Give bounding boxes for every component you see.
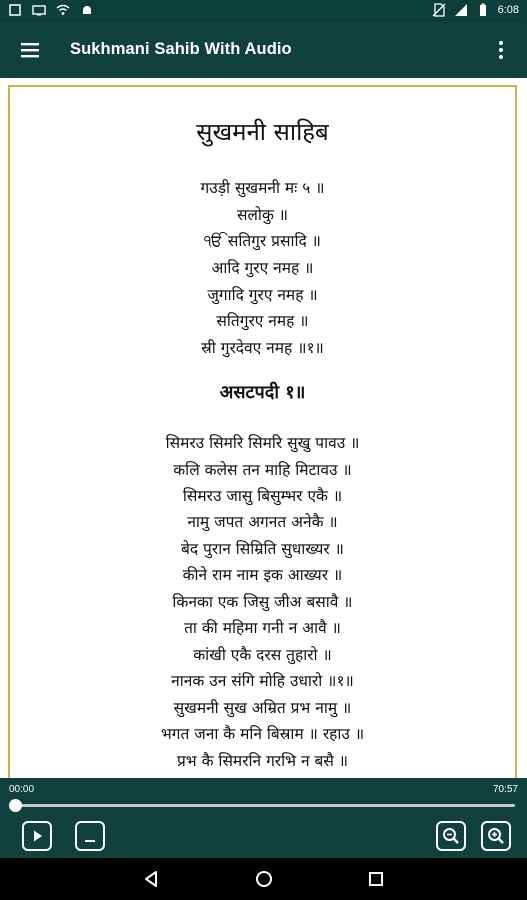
stop-button[interactable] <box>75 821 105 851</box>
section-title: असटपदी १॥ <box>219 382 306 403</box>
intro-line: ੴ सतिगुर प्रसादि ॥ <box>204 232 321 250</box>
zoom-out-button[interactable] <box>436 821 466 851</box>
signal-icon <box>454 3 468 17</box>
seek-bar[interactable] <box>15 804 515 807</box>
zoom-in-icon <box>483 823 509 849</box>
status-bar <box>0 0 527 22</box>
verse-line: सिमरउ सिमरि सिमरि सुखु पावउ ॥ <box>165 434 360 452</box>
verse-line: कांखी एकै दरस तुहारो ॥ <box>193 646 332 664</box>
battery-icon <box>476 3 490 17</box>
status-time: 6:08 <box>497 4 519 16</box>
stop-icon <box>77 823 103 849</box>
verse-line: नामु जपत अगनत अनेकै ॥ <box>187 513 338 531</box>
recents-square-icon[interactable] <box>366 869 386 889</box>
verse-line: प्रभ कै सिमरनि गरभि न बसै ॥ <box>176 752 349 770</box>
status-left-icons <box>8 3 94 17</box>
intro-line: आदि गुरए नमह ॥ <box>211 259 314 277</box>
current-time: 00:00 <box>9 784 35 795</box>
home-circle-icon[interactable] <box>254 869 274 889</box>
status-right-icons <box>432 3 519 17</box>
system-nav-bar <box>0 858 527 900</box>
back-triangle-icon[interactable] <box>141 869 161 889</box>
audio-player <box>0 778 527 858</box>
wifi-icon <box>56 3 70 17</box>
verse-line: कलि कलेस तन माहि मिटावउ ॥ <box>173 461 352 479</box>
intro-line: जुगादि गुरए नमह ॥ <box>207 286 318 304</box>
page-heading: सुखमनी साहिब <box>196 118 329 146</box>
hamburger-menu-icon[interactable] <box>18 38 42 62</box>
verse-line: सुखमनी सुख अम्रित प्रभ नामु ॥ <box>173 699 352 717</box>
screen-icon <box>32 3 46 17</box>
more-vertical-icon[interactable] <box>489 38 513 62</box>
zoom-in-button[interactable] <box>481 821 511 851</box>
verse-line: नानक उन संगि मोहि उधारो ॥१॥ <box>171 672 354 690</box>
intro-line: गउड़ी सुखमनी मः ५ ॥ <box>200 179 325 197</box>
verse-line: ता की महिमा गनी न आवै ॥ <box>184 619 341 637</box>
no-sim-icon <box>432 3 446 17</box>
seek-thumb[interactable] <box>9 799 22 812</box>
verse-line: बेद पुरान सिम्रिति सुधाख्यर ॥ <box>181 540 344 558</box>
app-bar <box>0 22 527 78</box>
total-time: 70:57 <box>492 784 518 795</box>
app-title: Sukhmani Sahib With Audio <box>70 40 292 58</box>
verse-line: भगत जना कै मनि बिस्राम ॥ रहाउ ॥ <box>160 725 365 743</box>
android-icon <box>80 3 94 17</box>
verse-line: सिमरउ जासु बिसुम्भर एकै ॥ <box>182 487 343 505</box>
play-button[interactable] <box>22 821 52 851</box>
scripture-content[interactable] <box>0 78 527 778</box>
verse-line: कीने राम नाम इक आख्यर ॥ <box>182 566 343 584</box>
square-outline-icon <box>8 3 22 17</box>
intro-line: स्री गुरदेवए नमह ॥१॥ <box>201 339 324 357</box>
verse-line: किनका एक जिसु जीअ बसावै ॥ <box>172 593 353 611</box>
intro-line: सतिगुरए नमह ॥ <box>216 312 309 330</box>
play-icon <box>24 823 50 849</box>
zoom-out-icon <box>438 823 464 849</box>
intro-line: सलोकु ॥ <box>236 206 289 224</box>
